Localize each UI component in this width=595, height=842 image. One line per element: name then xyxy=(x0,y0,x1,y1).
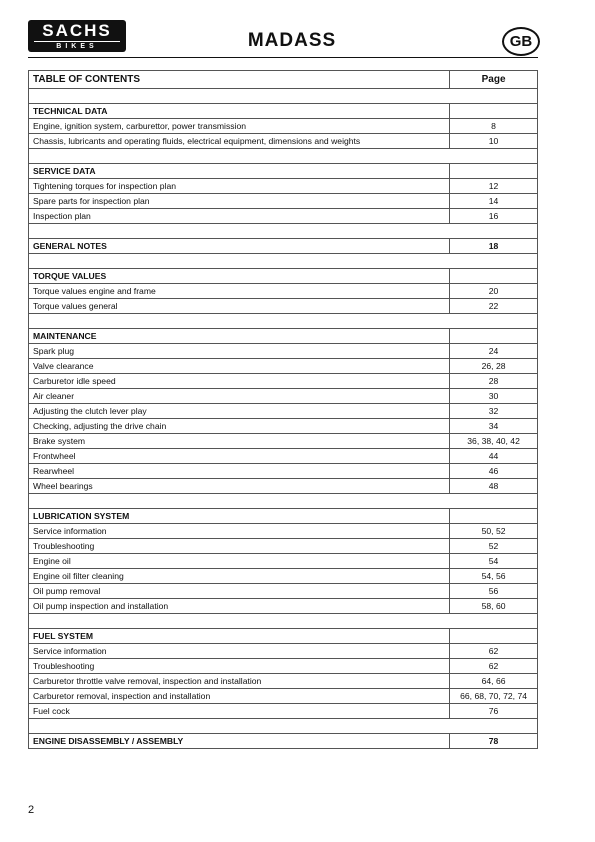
toc-page-number: 20 xyxy=(450,284,538,299)
toc-section-label: TECHNICAL DATA xyxy=(29,104,450,119)
toc-spacer-cell xyxy=(29,224,538,239)
toc-entry-label: Adjusting the clutch lever play xyxy=(29,404,450,419)
toc-entry-label: Oil pump inspection and installation xyxy=(29,599,450,614)
toc-entry-label: Engine oil xyxy=(29,554,450,569)
toc-page-number xyxy=(450,509,538,524)
toc-page-number: 24 xyxy=(450,344,538,359)
toc-entry-row xyxy=(29,389,538,404)
toc-spacer-cell xyxy=(29,614,538,629)
toc-entry-row xyxy=(29,644,538,659)
toc-entry-label: Carburetor throttle valve removal, inspection and installation xyxy=(29,674,450,689)
toc-header-row xyxy=(29,71,538,89)
toc-page-number: 54 xyxy=(450,554,538,569)
toc-entry-label: Engine, ignition system, carburettor, power transmission xyxy=(29,119,450,134)
toc-entry-label: Brake system xyxy=(29,434,450,449)
toc-section-row xyxy=(29,164,538,179)
toc-entry-row xyxy=(29,299,538,314)
page-header xyxy=(0,0,595,60)
toc-entry-row xyxy=(29,689,538,704)
model-logo: MADASS xyxy=(247,30,337,51)
language-badge: GB xyxy=(502,27,540,56)
toc-entry-row xyxy=(29,599,538,614)
toc-page-number: 22 xyxy=(450,299,538,314)
toc-entry-label: Frontwheel xyxy=(29,449,450,464)
toc-page-number: 64, 66 xyxy=(450,674,538,689)
toc-spacer-row xyxy=(29,224,538,239)
toc-section-label: SERVICE DATA xyxy=(29,164,450,179)
toc-spacer-row xyxy=(29,614,538,629)
toc-entry-row xyxy=(29,539,538,554)
header-divider xyxy=(28,57,538,58)
toc-entry-row xyxy=(29,284,538,299)
table-of-contents xyxy=(28,70,538,749)
toc-page-number: 78 xyxy=(450,734,538,749)
toc-section-row xyxy=(29,269,538,284)
toc-page-number: 18 xyxy=(450,239,538,254)
toc-page-number xyxy=(450,164,538,179)
toc-page-number: 52 xyxy=(450,539,538,554)
toc-section-row xyxy=(29,509,538,524)
toc-page-number: 36, 38, 40, 42 xyxy=(450,434,538,449)
toc-section-row xyxy=(29,329,538,344)
toc-entry-label: Inspection plan xyxy=(29,209,450,224)
toc-entry-label: Torque values engine and frame xyxy=(29,284,450,299)
toc-entry-row xyxy=(29,194,538,209)
toc-page-number: 54, 56 xyxy=(450,569,538,584)
toc-page-number: 62 xyxy=(450,644,538,659)
toc-spacer-row xyxy=(29,89,538,104)
toc-page-number: 26, 28 xyxy=(450,359,538,374)
toc-page-number xyxy=(450,104,538,119)
toc-entry-label: Checking, adjusting the drive chain xyxy=(29,419,450,434)
toc-page-number: 14 xyxy=(450,194,538,209)
toc-page-number: 56 xyxy=(450,584,538,599)
toc-entry-label: Troubleshooting xyxy=(29,659,450,674)
toc-page-number: 66, 68, 70, 72, 74 xyxy=(450,689,538,704)
toc-entry-label: Oil pump removal xyxy=(29,584,450,599)
toc-body xyxy=(29,71,538,749)
toc-entry-row xyxy=(29,209,538,224)
toc-section-label: TORQUE VALUES xyxy=(29,269,450,284)
toc-spacer-cell xyxy=(29,494,538,509)
toc-entry-label: Fuel cock xyxy=(29,704,450,719)
toc-entry-row xyxy=(29,464,538,479)
toc-entry-label: Troubleshooting xyxy=(29,539,450,554)
toc-entry-row xyxy=(29,344,538,359)
toc-page-number: 16 xyxy=(450,209,538,224)
toc-page-number: 8 xyxy=(450,119,538,134)
toc-entry-label: Service information xyxy=(29,644,450,659)
toc-entry-row xyxy=(29,359,538,374)
toc-spacer-row xyxy=(29,719,538,734)
toc-page-number: 10 xyxy=(450,134,538,149)
toc-entry-label: Engine oil filter cleaning xyxy=(29,569,450,584)
toc-section-row xyxy=(29,734,538,749)
toc-entry-label: Air cleaner xyxy=(29,389,450,404)
toc-entry-row xyxy=(29,419,538,434)
toc-section-row xyxy=(29,104,538,119)
toc-page-number: 62 xyxy=(450,659,538,674)
toc-section-label: LUBRICATION SYSTEM xyxy=(29,509,450,524)
toc-entry-label: Rearwheel xyxy=(29,464,450,479)
toc-spacer-row xyxy=(29,149,538,164)
toc-section-label: GENERAL NOTES xyxy=(29,239,450,254)
toc-spacer-cell xyxy=(29,89,538,104)
toc-entry-label: Chassis, lubricants and operating fluids, electrical equipment, dimensions and weights xyxy=(29,134,450,149)
toc-spacer-row xyxy=(29,314,538,329)
toc-entry-row xyxy=(29,434,538,449)
toc-entry-row xyxy=(29,569,538,584)
toc-entry-row xyxy=(29,554,538,569)
logo-brand-text: SACHS xyxy=(42,21,112,40)
toc-entry-row xyxy=(29,524,538,539)
toc-entry-row xyxy=(29,134,538,149)
toc-page-number: 50, 52 xyxy=(450,524,538,539)
toc-spacer-row xyxy=(29,494,538,509)
toc-entry-row xyxy=(29,179,538,194)
toc-section-label: ENGINE DISASSEMBLY / ASSEMBLY xyxy=(29,734,450,749)
toc-page-number: 30 xyxy=(450,389,538,404)
toc-entry-row xyxy=(29,704,538,719)
toc-entry-row xyxy=(29,449,538,464)
toc-page-number xyxy=(450,269,538,284)
toc-page-number: 76 xyxy=(450,704,538,719)
toc-page-number: 48 xyxy=(450,479,538,494)
toc-page-number: 58, 60 xyxy=(450,599,538,614)
toc-entry-label: Service information xyxy=(29,524,450,539)
toc-entry-row xyxy=(29,479,538,494)
toc-section-row xyxy=(29,629,538,644)
toc-page-number: 32 xyxy=(450,404,538,419)
toc-section-label: FUEL SYSTEM xyxy=(29,629,450,644)
toc-spacer-cell xyxy=(29,254,538,269)
toc-entry-label: Torque values general xyxy=(29,299,450,314)
toc-page-number: 44 xyxy=(450,449,538,464)
toc-page-number: 34 xyxy=(450,419,538,434)
toc-entry-row xyxy=(29,674,538,689)
toc-title: TABLE OF CONTENTS xyxy=(29,71,450,89)
toc-entry-row xyxy=(29,119,538,134)
toc-spacer-cell xyxy=(29,149,538,164)
toc-entry-row xyxy=(29,659,538,674)
toc-entry-row xyxy=(29,404,538,419)
toc-page-number: 12 xyxy=(450,179,538,194)
toc-spacer-cell xyxy=(29,314,538,329)
toc-page-number xyxy=(450,329,538,344)
toc-entry-label: Spark plug xyxy=(29,344,450,359)
toc-page-header: Page xyxy=(450,71,538,89)
sachs-bikes-logo xyxy=(28,20,126,52)
toc-spacer-row xyxy=(29,254,538,269)
page-number: 2 xyxy=(28,804,35,816)
toc-entry-label: Spare parts for inspection plan xyxy=(29,194,450,209)
toc-section-row xyxy=(29,239,538,254)
toc-page-number: 28 xyxy=(450,374,538,389)
toc-section-label: MAINTENANCE xyxy=(29,329,450,344)
logo-sub-text: BIKES xyxy=(34,41,120,51)
toc-spacer-cell xyxy=(29,719,538,734)
toc-entry-label: Wheel bearings xyxy=(29,479,450,494)
toc-entry-label: Valve clearance xyxy=(29,359,450,374)
toc-entry-row xyxy=(29,584,538,599)
toc-entry-row xyxy=(29,374,538,389)
toc-entry-label: Tightening torques for inspection plan xyxy=(29,179,450,194)
toc-page-number xyxy=(450,629,538,644)
toc-entry-label: Carburetor removal, inspection and installation xyxy=(29,689,450,704)
toc-entry-label: Carburetor idle speed xyxy=(29,374,450,389)
toc-page-number: 46 xyxy=(450,464,538,479)
